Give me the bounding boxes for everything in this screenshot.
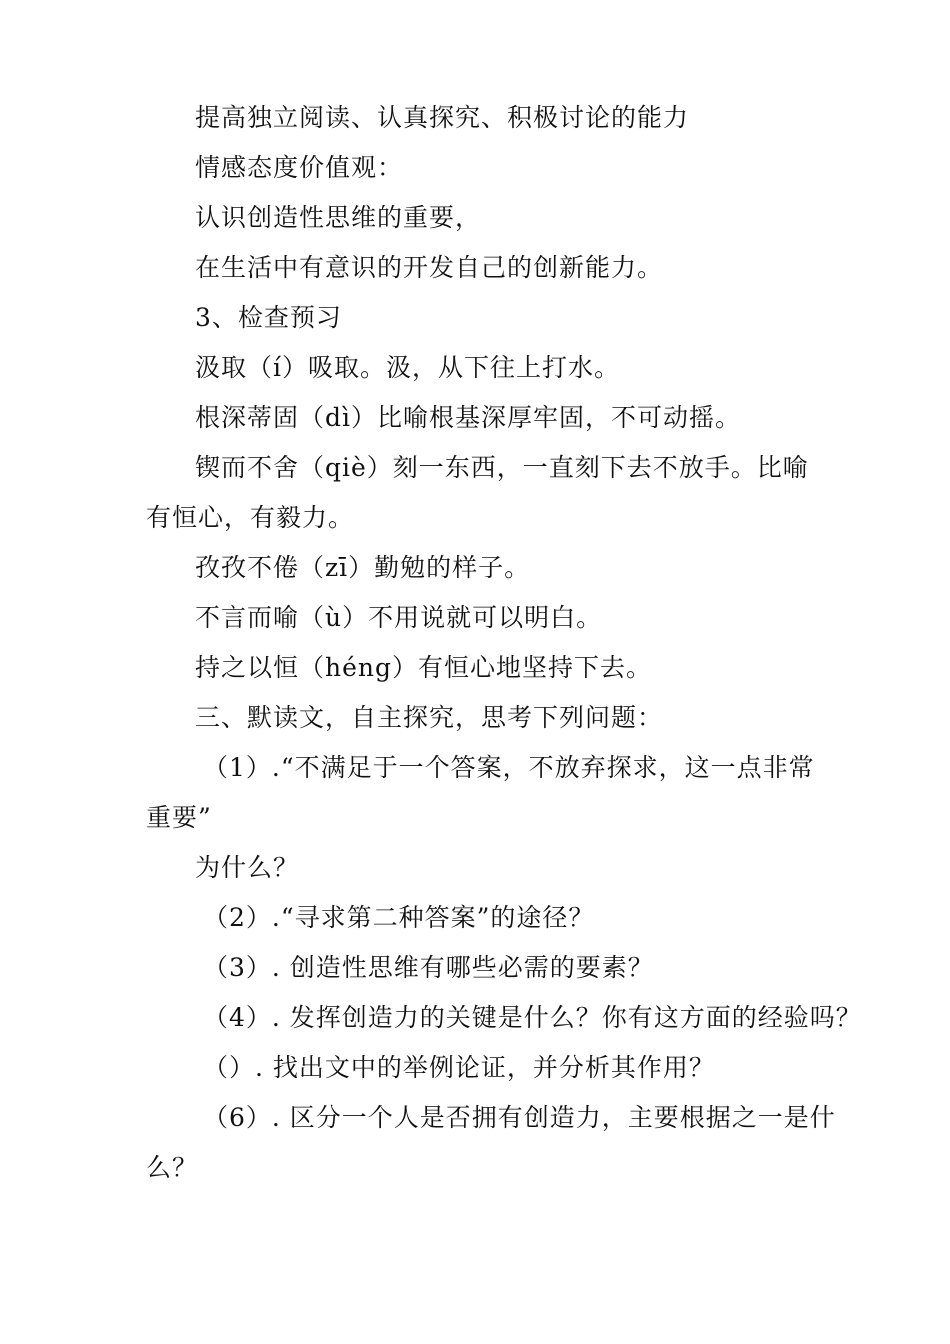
vocab-line-qieerbushe: 锲而不舍（qiè）刻一东西，一直刻下去不放手。比喻 — [195, 453, 809, 482]
question-5: （）. 找出文中的举例论证，并分析其作用？ — [203, 1053, 715, 1082]
text-line-ability: 提高独立阅读、认真探究、积极讨论的能力 — [195, 103, 690, 132]
question-1: （1）.“不满足于一个答案，不放弃探求，这一点非常 — [203, 753, 815, 782]
vocab-line-buyaneryu: 不言而喻（ù）不用说就可以明白。 — [195, 603, 603, 632]
section-heading-preview: 3、检查预习 — [195, 303, 342, 332]
question-1-why: 为什么？ — [195, 853, 300, 882]
section-heading-reading: 三、默读文，自主探究，思考下列问题： — [195, 703, 664, 732]
question-1-cont: 重要” — [146, 803, 212, 832]
text-line-emotion-heading: 情感态度价值观： — [195, 153, 404, 182]
question-2: （2）.“寻求第二种答案”的途径？ — [203, 903, 595, 932]
vocab-line-jiqu: 汲取（í）吸取。汲，从下往上打水。 — [195, 353, 620, 382]
text-line-innovation: 在生活中有意识的开发自己的创新能力。 — [195, 253, 664, 282]
text-line-creative-thinking: 认识创造性思维的重要， — [195, 203, 482, 232]
question-4: （4）. 发挥创造力的关键是什么？你有这方面的经验吗？ — [203, 1003, 862, 1032]
question-6: （6）. 区分一个人是否拥有创造力，主要根据之一是什 — [203, 1103, 836, 1132]
vocab-line-genshendigu: 根深蒂固（dì）比喻根基深厚牢固，不可动摇。 — [195, 403, 742, 432]
vocab-line-qieerbushe-cont: 有恒心，有毅力。 — [146, 503, 355, 532]
question-6-cont: 么？ — [146, 1153, 199, 1182]
vocab-line-zizibujuan: 孜孜不倦（zī）勤勉的样子。 — [195, 553, 531, 582]
vocab-line-chizhiyiheng: 持之以恒（héng）有恒心地坚持下去。 — [195, 653, 653, 682]
question-3: （3）. 创造性思维有哪些必需的要素？ — [203, 953, 654, 982]
